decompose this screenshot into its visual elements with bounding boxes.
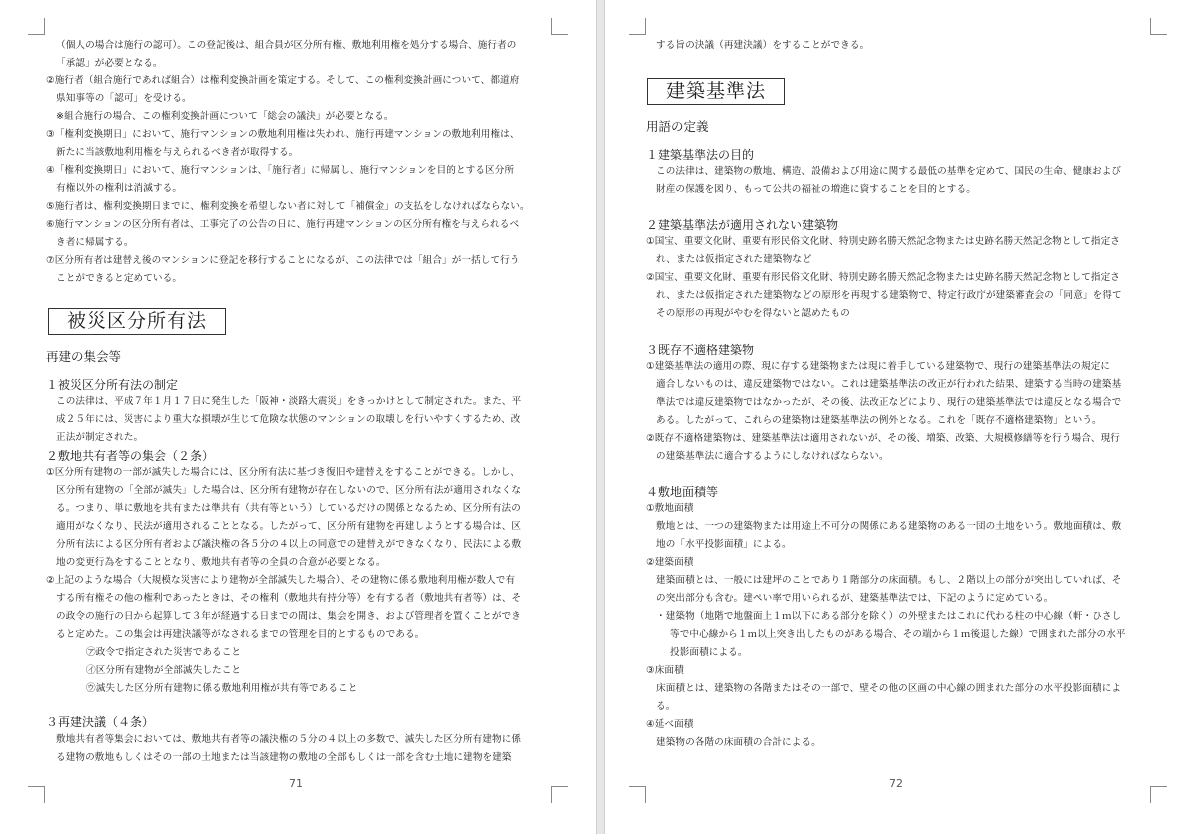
text-line: ことができると定めている。 xyxy=(56,273,183,284)
page-corner-mark xyxy=(629,18,646,35)
page-corner-mark xyxy=(28,18,45,35)
text-line: る。つまり、単に敷地を共有または準共有（共有等という）しているだけの関係となるため、区分所有法の xyxy=(56,503,521,514)
text-line: する旨の決議（再建決議）をすることができる。 xyxy=(656,40,870,51)
text-line: ①国宝、重要文化財、重要有形民俗文化財、特別史跡名勝天然記念物または史跡名勝天然記念物として指定さ xyxy=(646,236,1120,247)
section-title: 建築基準法 xyxy=(665,80,766,102)
text-line: き者に帰属する。 xyxy=(56,237,134,248)
text-line: 敷地とは、一つの建築物または用途上不可分の関係にある建築物のある一団の土地をいう。敷地面積は、敷 xyxy=(656,521,1122,532)
text-line: 正法が制定された。 xyxy=(56,432,144,443)
text-line: ②上記のような場合（大規模な災害により建物が全部滅失した場合）、その建物に係る敷地利用権が数人で有 xyxy=(46,575,516,586)
text-line: 敷地共有者等集会においては、敷地共有者等の議決権の５分の４以上の多数で、滅失した区分所有建物に係 xyxy=(56,734,522,745)
text-line: 財産の保護を図り、もって公共の福祉の増進に資することを目的とする。 xyxy=(656,184,976,195)
text-line: 床面積とは、建築物の各階またはその一部で、壁その他の区画の中心線の囲まれた部分の水平投影面積によ xyxy=(656,683,1122,694)
text-line: 等で中心線から１ｍ以上突き出したものがある場合、その端から１ｍ後退した線）で囲まれた部分の水平 xyxy=(670,629,1126,640)
text-line: ④延べ面積 xyxy=(646,719,694,730)
section-title-box xyxy=(647,78,785,105)
subsection-heading: １建築基準法の目的 xyxy=(646,148,755,162)
section-title-box xyxy=(48,308,226,335)
text-line: 地の変更行為をすることとなり、敷地共有者等の全員の合意が必要となる。 xyxy=(56,557,386,568)
text-line: ③「権利変換期日」において、施行マンションの敷地利用権は失われ、施行再建マンションの敷地利用権は、 xyxy=(46,129,520,140)
document-page-71 xyxy=(0,0,596,834)
page-corner-mark xyxy=(1150,18,1167,35)
text-line: 投影面積による。 xyxy=(670,647,748,658)
text-line: の建築基準法に適合するようにしなければならない。 xyxy=(656,451,889,462)
text-line: ②国宝、重要文化財、重要有形民俗文化財、特別史跡名勝天然記念物または史跡名勝天然記念物として指定さ xyxy=(646,272,1120,283)
subsection-heading: ４敷地面積等 xyxy=(646,485,719,499)
subsection-heading: ３再建決議（４条） xyxy=(46,715,155,729)
text-line: 建築面積とは、一般には建坪のことであり１階部分の床面積。もし、２階以上の部分が突出していれば、そ xyxy=(656,575,1122,586)
text-line: ⑤施行者は、権利変換期日までに、権利変換を希望しない者に対して「補償金」の支払をしなければならない。 xyxy=(46,201,530,212)
text-line: れ、または仮指定された建築物など xyxy=(656,254,812,265)
subsection-heading: ２建築基準法が適用されない建築物 xyxy=(646,218,839,232)
text-line: ⑦区分所有者は建替え後のマンションに登記を移行することになるが、この法律では「組合」が一括して行う xyxy=(46,255,520,266)
text-line: れ、または仮指定された建築物などの原形を再現する建築物で、特定行政庁が建築審査会の「同意」を得て xyxy=(656,290,1122,301)
text-line: ⑥施行マンションの区分所有者は、工事完了の公告の日に、施行再建マンションの区分所有権を与えられるべ xyxy=(46,219,520,230)
text-line: る建物の敷地もしくはその一部の土地または当該建物の敷地の全部もしくは一部を含む土地に建物を建築 xyxy=(56,752,512,763)
page-corner-mark xyxy=(629,786,646,803)
subsection-heading: １被災区分所有法の制定 xyxy=(46,378,179,392)
text-line: の政令の施行の日から起算して３年が経過する日までの間は、集会を開き、および管理者を置くことができ xyxy=(56,611,521,622)
page-corner-mark xyxy=(551,18,568,35)
text-line: する所有権その他の権利であったときは、その権利（敷地共有持分等）を有する者（敷地共有者等）は、そ xyxy=(56,593,522,604)
text-line: その原形の再現がやむを得ないと認めたもの xyxy=(656,308,850,319)
text-line: この法律は、建築物の敷地、構造、設備および用途に関する最低の基準を定めて、国民の生命、健康および xyxy=(656,166,1122,177)
subsection-title: 用語の定義 xyxy=(646,119,709,134)
text-line: ②建築面積 xyxy=(646,557,694,568)
text-line: の突出部分も含む。建ぺい率で用いられるが、建築基準法では、下記のように定めている。 xyxy=(656,593,1054,604)
text-line: ②施行者（組合施行であれば組合）は権利変換計画を策定する。そして、この権利変換計画について、都道府 xyxy=(46,75,520,86)
text-line: （個人の場合は施行の認可）。この登記後は、組合員が区分所有権、敷地利用権を処分する場合、施行者の xyxy=(56,40,517,51)
section-title: 被災区分所有法 xyxy=(66,310,207,332)
text-line: ㋑区分所有建物が全部滅失したこと xyxy=(86,665,242,676)
text-line: ると定めた。この集会は再建決議等がなされるまでの管理を目的とするものである。 xyxy=(56,629,425,640)
text-line: この法律は、平成７年１月１７日に発生した「阪神・淡路大震災」をきっかけとして制定された。また、平 xyxy=(56,396,522,407)
subsection-title: 再建の集会等 xyxy=(46,349,122,364)
text-line: ①敷地面積 xyxy=(646,503,694,514)
text-line: 区分所有建物の「全部が滅失」した場合は、区分所有建物が存在しないので、区分所有法が適用されなくな xyxy=(56,485,522,496)
text-line: る。 xyxy=(656,701,676,712)
text-line: ある。したがって、これらの建築物は建築基準法の例外となる。これを「既存不適格建築物」という。 xyxy=(656,415,1102,426)
text-line: 準法では違反建築物ではなかったが、その後、法改正などにより、現行の建築基準法では違反となる場合で xyxy=(656,397,1122,408)
text-line: ・建築物（地階で地盤面上１ｍ以下にある部分を除く）の外壁またはこれに代わる柱の中心線（軒・ひさし xyxy=(656,611,1122,622)
page-corner-mark xyxy=(551,786,568,803)
text-line: 適用がなくなり、民法が適用されることとなる。したがって、区分所有建物を再建しようとする場合は、区 xyxy=(56,521,522,532)
text-line: ③床面積 xyxy=(646,665,684,676)
subsection-heading: ２敷地共有者等の集会（２条） xyxy=(46,449,215,463)
text-line: ①建築基準法の適用の際、現に存する建築物または現に着手している建築物で、現行の建築基準法の規定に xyxy=(646,361,1111,372)
text-line: 有権以外の権利は消滅する。 xyxy=(56,183,183,194)
text-line: ①区分所有建物の一部が滅失した場合には、区分所有法に基づき復旧や建替えをすることができる。しかし、 xyxy=(46,467,520,478)
page-corner-mark xyxy=(28,786,45,803)
text-line: 適合しないものは、違反建築物ではない。これは建築基準法の改正が行われた結果、建築する当時の建築基 xyxy=(656,379,1122,390)
text-line: 成２５年には、災害により重大な損壊が生じて危険な状態のマンションの取壊しを行いやすくするため、改 xyxy=(56,414,521,425)
page-corner-mark xyxy=(1150,786,1167,803)
page-number: 71 xyxy=(289,777,303,790)
text-line: ※組合施行の場合、この権利変換計画について「総会の議決」が必要となる。 xyxy=(56,111,394,122)
text-line: 「承認」が必要となる。 xyxy=(56,58,163,69)
subsection-heading: ３既存不適格建築物 xyxy=(646,343,755,357)
text-line: ㋒滅失した区分所有建物に係る敷地利用権が共有等であること xyxy=(86,683,358,694)
text-line: 建築物の各階の床面積の合計による。 xyxy=(656,737,821,748)
text-line: 地の「水平投影面積」による。 xyxy=(656,539,792,550)
text-line: ④「権利変換期日」において、施行マンションは、「施行者」に帰属し、施行マンションを目的とする区分所 xyxy=(46,165,515,176)
page-number: 72 xyxy=(889,777,903,790)
text-line: ②既存不適格建築物は、建築基準法は適用されないが、その後、増築、改築、大規模修繕等を行う場合、現行 xyxy=(646,433,1120,444)
text-line: 分所有法による区分所有者および議決権の各５分の４以上の同意での建替えができなくなり、民法による敷 xyxy=(56,539,522,550)
text-line: 県知事等の「認可」を受ける。 xyxy=(56,93,192,104)
text-line: 新たに当該敷地利用権を与えられるべき者が取得する。 xyxy=(56,147,299,158)
document-page-72 xyxy=(605,0,1201,834)
text-line: ㋐政令で指定された災害であること xyxy=(86,647,242,658)
